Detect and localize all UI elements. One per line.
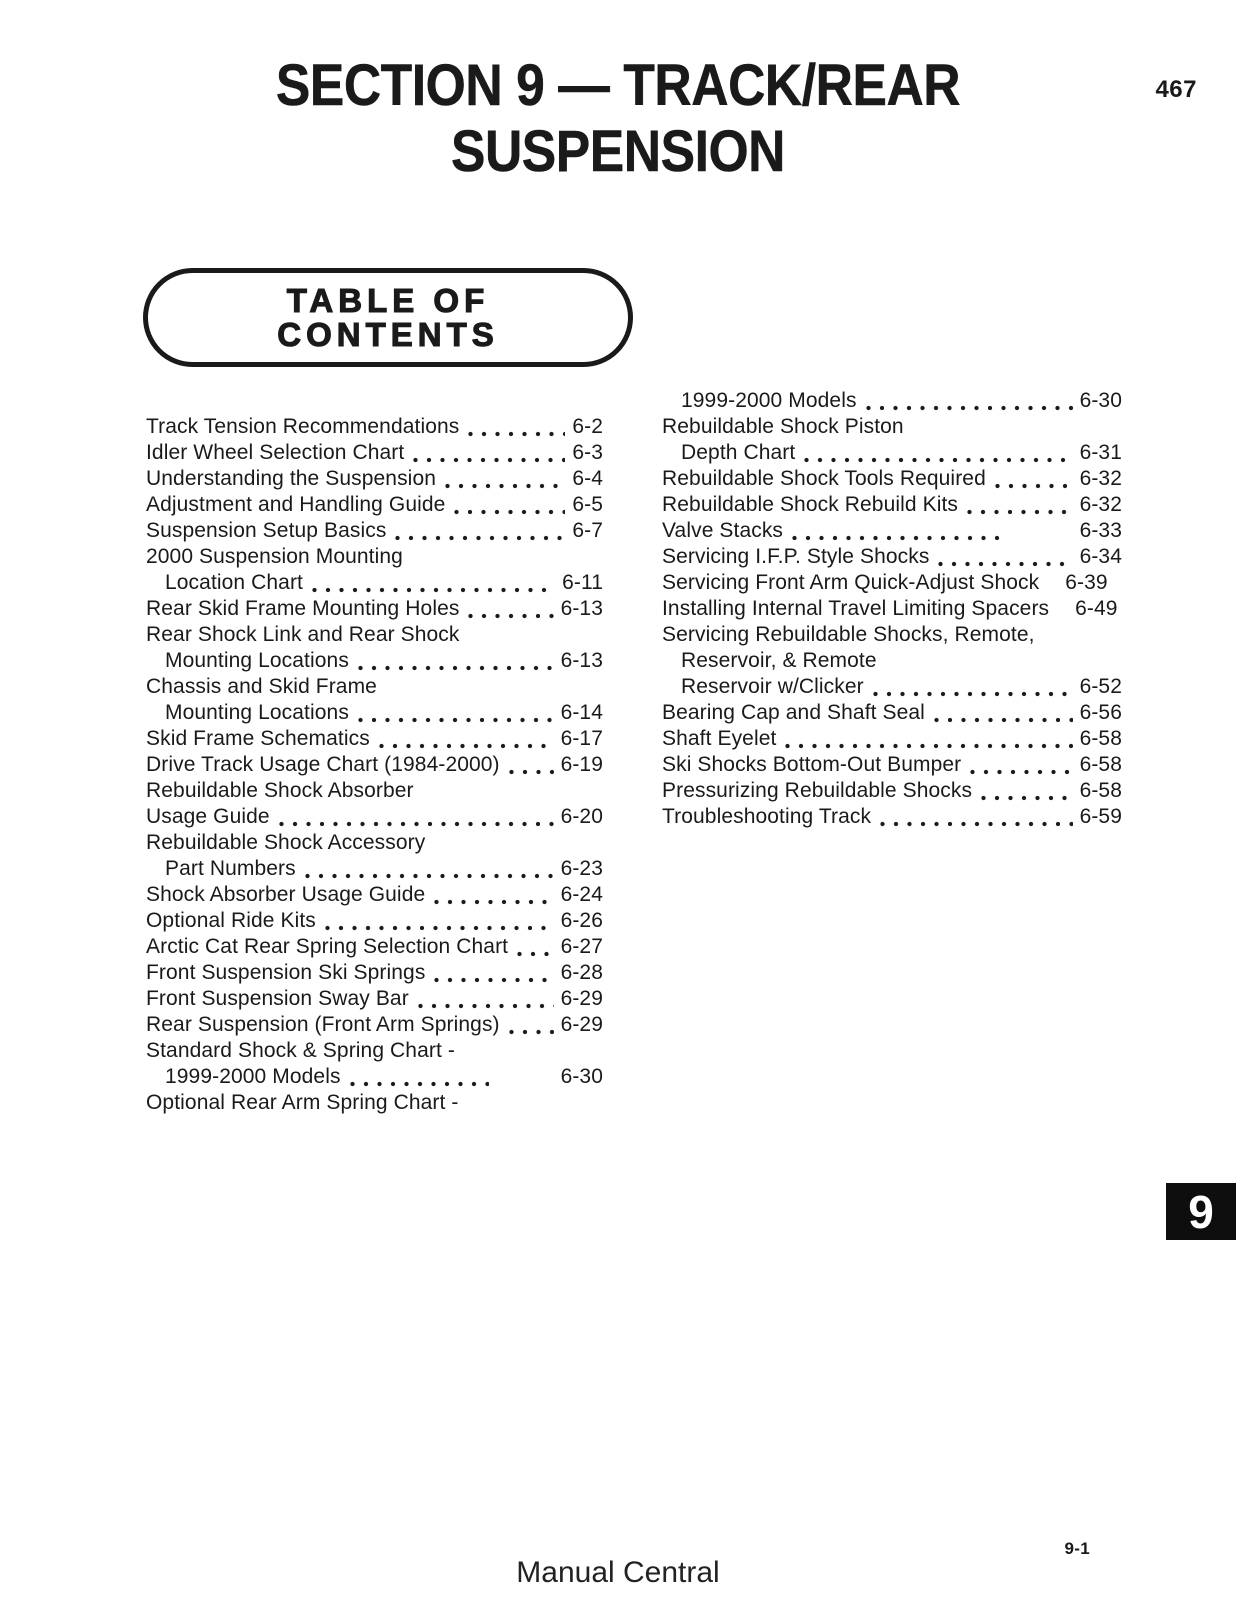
dot-leader [792,518,1008,544]
dot-leader [418,986,554,1012]
toc-entry-title: Bearing Cap and Shaft Seal [662,701,925,724]
toc-entry-page: 6-28 [560,961,603,984]
section-thumb-tab: 9 [1166,1183,1236,1240]
toc-entry [662,596,1122,622]
toc-entry-page: 6-56 [1079,701,1122,724]
toc-entry-page: 6-23 [560,857,603,880]
toc-entry-page: 6-14 [560,701,603,724]
toc-entry-page: 6-39 [1065,571,1108,594]
toc-entry-page: 6-27 [560,935,603,958]
toc-entry [146,1090,603,1116]
toc-entry-page: 6-3 [572,441,603,464]
toc-entry-title: Optional Rear Arm Spring Chart - [146,1091,459,1114]
toc-entry-page: 6-30 [560,1065,603,1088]
dot-leader [305,856,554,882]
section-title [68,53,1168,185]
toc-entry-page: 6-31 [1079,441,1122,464]
toc-entry-page: 6-58 [1079,753,1122,776]
toc-entry [662,570,1122,596]
toc-entry [662,492,1122,518]
page-number-corner: 467 [1155,76,1197,103]
toc-entry [662,648,1122,674]
toc-entry [662,388,1122,414]
toc-entry-page: 6-34 [1079,545,1122,568]
toc-entry-page: 6-24 [560,883,603,906]
toc-entry-title: Reservoir w/Clicker [681,675,864,698]
toc-entry [662,778,1122,804]
toc-entry [146,492,603,518]
toc-entry [146,856,603,882]
toc-entry [146,596,603,622]
toc-entry-title: 1999-2000 Models [165,1065,341,1088]
toc-entry-page: 6-13 [560,597,603,620]
toc-entry [662,752,1122,778]
dot-leader [279,804,554,830]
dot-leader [970,752,1072,778]
badge-line1: TABLE OF [286,281,490,319]
toc-entry-title: Servicing Front Arm Quick-Adjust Shock [662,571,1040,594]
dot-leader [358,700,554,726]
toc-entry [146,518,603,544]
toc-entry-title: Idler Wheel Selection Chart [146,441,405,464]
toc-entry-title: Optional Ride Kits [146,909,316,932]
toc-entry-title: Reservoir, & Remote [681,649,877,672]
toc-entry [146,674,603,700]
dot-leader [468,414,565,440]
section-title-line2: SUSPENSION [450,119,786,184]
toc-entry-page: 6-29 [560,987,603,1010]
dot-leader [468,596,553,622]
toc-entry-title: Suspension Setup Basics [146,519,387,542]
toc-entry [662,440,1122,466]
toc-entry [662,700,1122,726]
toc-entry [146,414,603,440]
dot-leader [967,492,1073,518]
dot-leader [938,544,1072,570]
toc-entry [146,570,603,596]
toc-entry [146,778,603,804]
footer-brand: Manual Central [516,1556,720,1589]
dot-leader [934,700,1073,726]
toc-entry-page: 6-26 [560,909,603,932]
toc-entry [146,934,603,960]
toc-entry-title: Chassis and Skid Frame [146,675,377,698]
toc-column-right [662,388,1122,830]
toc-entry [146,960,603,986]
toc-entry-title: Shock Absorber Usage Guide [146,883,426,906]
toc-entry-title: Ski Shocks Bottom-Out Bumper [662,753,962,776]
dot-leader [517,934,553,960]
dot-leader [413,440,565,466]
toc-entry-title: Part Numbers [165,857,296,880]
table-of-contents-badge [143,268,633,367]
toc-entry-title: Rebuildable Shock Rebuild Kits [662,493,959,516]
toc-entry-title: Mounting Locations [165,649,349,672]
toc-entry-title: Standard Shock & Spring Chart - [146,1039,455,1062]
toc-entry [146,622,603,648]
toc-entry-title: Usage Guide [146,805,270,828]
toc-entry [146,804,603,830]
toc-entry-title: Depth Chart [681,441,796,464]
dot-leader [325,908,554,934]
toc-entry-title: Servicing Rebuildable Shocks, Remote, [662,623,1035,646]
dot-leader [873,674,1073,700]
toc-entry-title: Arctic Cat Rear Spring Selection Chart [146,935,509,958]
toc-entry-title: Servicing I.F.P. Style Shocks [662,545,930,568]
section-title-line1: SECTION 9 — TRACK/REAR [275,53,961,118]
dot-leader [866,388,1073,414]
toc-entry-page: 6-49 [1075,597,1118,620]
toc-entry-page: 6-17 [560,727,603,750]
toc-entry-page: 6-13 [560,649,603,672]
dot-leader [445,466,565,492]
dot-leader [981,778,1072,804]
toc-entry [662,622,1122,648]
toc-entry-title: Front Suspension Sway Bar [146,987,409,1010]
toc-entry-title: Shaft Eyelet [662,727,777,750]
toc-entry-title: 1999-2000 Models [681,389,857,412]
dot-leader [454,492,565,518]
dot-leader [1058,596,1068,622]
toc-entry [146,752,603,778]
toc-entry [662,726,1122,752]
badge-line2: CONTENTS [277,315,499,353]
toc-entry-title: Adjustment and Handling Guide [146,493,446,516]
toc-entry [146,1038,603,1064]
toc-entry-page: 6-29 [560,1013,603,1036]
toc-entry [662,414,1122,440]
toc-entry-page: 6-20 [560,805,603,828]
dot-leader [379,726,554,752]
toc-entry [146,648,603,674]
dot-leader [880,804,1072,830]
toc-entry [662,804,1122,830]
toc-entry-title: Skid Frame Schematics [146,727,370,750]
toc-entry-page: 6-19 [560,753,603,776]
toc-entry-page: 6-30 [1079,389,1122,412]
dot-leader [434,960,553,986]
dot-leader [312,570,555,596]
toc-entry-title: 2000 Suspension Mounting [146,545,403,568]
toc-entry-page: 6-7 [572,519,603,542]
dot-leader [995,466,1073,492]
toc-column-left [146,414,603,1116]
toc-entry-page: 6-52 [1079,675,1122,698]
toc-entry-title: Rebuildable Shock Absorber [146,779,414,802]
toc-entry-title: Troubleshooting Track [662,805,872,828]
toc-entry-page: 6-2 [572,415,603,438]
toc-entry [146,908,603,934]
toc-entry-title: Track Tension Recommendations [146,415,460,438]
toc-entry [662,674,1122,700]
toc-entry-page: 6-5 [572,493,603,516]
toc-entry [146,726,603,752]
toc-entry [146,544,603,570]
toc-entry [146,1012,603,1038]
toc-entry [662,518,1122,544]
dot-leader [350,1064,489,1090]
toc-entry-title: Rear Suspension (Front Arm Springs) [146,1013,500,1036]
footer-page-number: 9-1 [1064,1539,1090,1558]
toc-entry-title: Rear Shock Link and Rear Shock [146,623,460,646]
toc-entry-page: 6-4 [572,467,603,490]
toc-entry [662,544,1122,570]
toc-entry [146,830,603,856]
toc-entry-title: Drive Track Usage Chart (1984-2000) [146,753,500,776]
toc-entry [146,882,603,908]
toc-entry [662,466,1122,492]
toc-entry [146,440,603,466]
toc-entry [146,986,603,1012]
dot-leader [358,648,554,674]
dot-leader [434,882,553,908]
toc-entry-title: Pressurizing Rebuildable Shocks [662,779,973,802]
dot-leader [395,518,565,544]
toc-entry-page: 6-32 [1079,493,1122,516]
toc-entry [146,466,603,492]
toc-entry-page: 6-59 [1079,805,1122,828]
toc-entry-title: Understanding the Suspension [146,467,437,490]
toc-entry-title: Valve Stacks [662,519,784,542]
toc-entry [146,700,603,726]
toc-entry-title: Rebuildable Shock Piston [662,415,904,438]
dot-leader [509,752,554,778]
toc-entry [146,1064,603,1090]
toc-entry-page: 6-32 [1079,467,1122,490]
toc-entry-page: 6-58 [1079,779,1122,802]
dot-leader [785,726,1072,752]
toc-entry-title: Mounting Locations [165,701,349,724]
toc-entry-title: Rear Skid Frame Mounting Holes [146,597,460,620]
toc-entry-page: 6-33 [1079,519,1122,542]
toc-entry-title: Installing Internal Travel Limiting Spacers [662,597,1050,620]
toc-entry-title: Front Suspension Ski Springs [146,961,426,984]
dot-leader [1048,570,1058,596]
toc-entry-title: Rebuildable Shock Tools Required [662,467,986,490]
toc-entry-page: 6-58 [1079,727,1122,750]
toc-entry-title: Rebuildable Shock Accessory [146,831,426,854]
dot-leader [804,440,1072,466]
dot-leader [509,1012,554,1038]
toc-entry-title: Location Chart [165,571,303,594]
toc-entry-page: 6-11 [562,571,603,594]
